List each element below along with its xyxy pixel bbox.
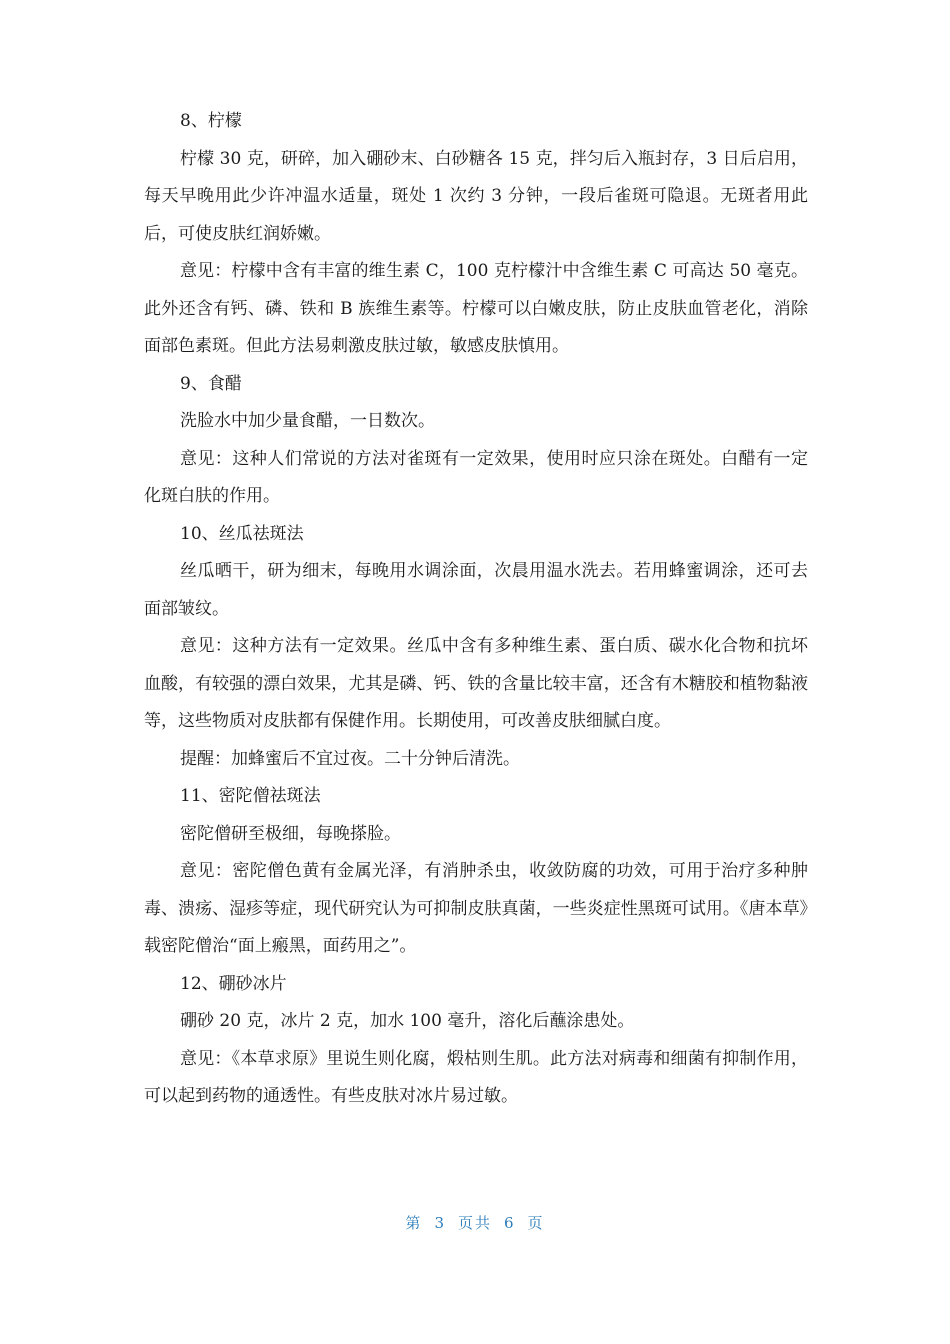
paragraph-loofah-opinion: 意见：这种方法有一定效果。丝瓜中含有多种维生素、蛋白质、碳水化合物和抗坏血酸，有较强的漂白效果，尤其是磷、钙、铁的含量比较丰富，还含有木糖胶和植物黏液等，这些物质对皮肤都有保健作用。长期使用，可改善皮肤细腻白度。 (144, 636, 808, 731)
footer-middle: 页共 (457, 1214, 492, 1232)
paragraph-borax-method: 硼砂 20 克，冰片 2 克，加水 100 毫升，溶化后蘸涂患处。 (180, 1011, 635, 1031)
paragraph-lemon-opinion: 意见：柠檬中含有丰富的维生素 C，100 克柠檬汁中含维生素 C 可高达 50 毫克。此外还含有钙、磷、铁和 B 族维生素等。柠檬可以白嫩皮肤，防止皮肤血管老化，消除面部色素斑。但此方法易刺激皮肤过敏，敏感皮肤慎用。 (144, 261, 808, 356)
heading-loofah: 10、丝瓜祛斑法 (180, 523, 304, 544)
paragraph-vinegar-opinion: 意见：这种人们常说的方法对雀斑有一定效果，使用时应只涂在斑处。白醋有一定化斑白肤的作用。 (144, 448, 808, 506)
document-body (144, 103, 808, 1116)
heading-lemon: 8、柠檬 (180, 111, 242, 131)
paragraph-loofah-reminder: 提醒：加蜂蜜后不宜过夜。二十分钟后清洗。 (180, 748, 520, 769)
footer-suffix: 页 (527, 1214, 545, 1232)
footer-page-number: 3 (434, 1214, 446, 1232)
footer-total-pages: 6 (504, 1214, 516, 1232)
paragraph-borax-opinion: 意见：《本草求原》里说生则化腐，煅枯则生肌。此方法对病毒和细菌有抑制作用，可以起到药物的通透性。有些皮肤对冰片易过敏。 (144, 1048, 808, 1106)
heading-vinegar: 9、食醋 (180, 373, 242, 394)
heading-litharge: 11、密陀僧祛斑法 (180, 786, 321, 806)
paragraph-vinegar-method: 洗脸水中加少量食醋，一日数次。 (180, 411, 435, 431)
paragraph-loofah-method: 丝瓜晒干，研为细末，每晚用水调涂面，次晨用温水洗去。若用蜂蜜调涂，还可去面部皱纹。 (144, 561, 808, 619)
page-footer (0, 1212, 950, 1233)
paragraph-litharge-method: 密陀僧研至极细，每晚搽脸。 (180, 823, 401, 844)
paragraph-lemon-method: 柠檬 30 克，研碎，加入硼砂末、白砂糖各 15 克，拌匀后入瓶封存，3 日后启用，每天早晚用此少许冲温水适量，斑处 1 次约 3 分钟，一段后雀斑可隐退。无斑者用此后，可使皮肤红润娇嫩。 (144, 148, 808, 244)
footer-prefix: 第 (405, 1214, 423, 1232)
paragraph-litharge-opinion: 意见：密陀僧色黄有金属光泽，有消肿杀虫，收敛防腐的功效，可用于治疗多种肿毒、溃疡、湿疹等症，现代研究认为可抑制皮肤真菌，一些炎症性黑斑可试用。《唐本草》载密陀僧治“面上瘢黑，面药用之”。 (144, 861, 808, 956)
heading-borax-borneol: 12、硼砂冰片 (180, 973, 287, 994)
